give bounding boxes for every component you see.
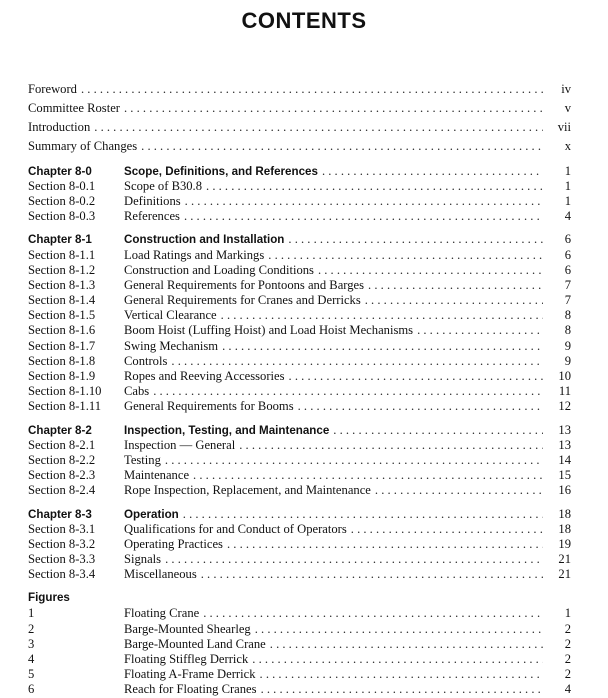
dot-leader (185, 194, 543, 209)
entry-page: x (564, 138, 571, 153)
entry-page: 8 (564, 308, 571, 323)
toc-figure[interactable] (28, 682, 571, 697)
section-title: Construction and Loading Conditions (124, 262, 314, 277)
dot-leader (289, 369, 543, 384)
section-title: Operating Practices (124, 536, 223, 551)
dot-leader (201, 567, 543, 582)
section-number: Section 8-3.3 (28, 552, 96, 567)
toc-section[interactable] (28, 453, 571, 468)
dot-leader (255, 622, 543, 637)
section-title: Vertical Clearance (124, 308, 217, 323)
toc-section[interactable] (28, 552, 571, 567)
figure-number: 5 (28, 667, 35, 682)
toc-figure[interactable] (28, 622, 571, 637)
dot-leader (203, 606, 543, 621)
entry-page: 6 (564, 262, 571, 277)
dot-leader (193, 468, 543, 483)
chapter-number: Chapter 8-0 (28, 164, 92, 178)
dot-leader (81, 80, 543, 99)
dot-leader (206, 179, 543, 194)
chapter-number: Chapter 8-3 (28, 507, 92, 521)
figure-number: 3 (28, 636, 35, 651)
entry-page: 4 (564, 209, 571, 224)
dot-leader (260, 667, 543, 682)
section-title: Ropes and Reeving Accessories (124, 369, 285, 383)
dot-leader (322, 164, 543, 179)
section-title: Rope Inspection, Replacement, and Maintenance (124, 483, 371, 498)
section-number: Section 8-1.8 (28, 353, 96, 368)
entry-page: 9 (564, 338, 571, 353)
entry-page: 15 (558, 468, 571, 483)
entry-page: 7 (564, 293, 571, 308)
entry-page: 19 (558, 536, 571, 551)
section-title: General Requirements for Cranes and Derricks (124, 293, 361, 308)
section-number: Section 8-3.4 (28, 567, 96, 582)
section-number: Section 8-1.7 (28, 338, 96, 353)
toc-section[interactable] (28, 384, 571, 399)
dot-leader (288, 232, 543, 247)
section-title: General Requirements for Booms (124, 399, 294, 414)
entry-page: 14 (558, 452, 571, 467)
section-number: Section 8-0.1 (28, 178, 96, 193)
section-title: Inspection — General (124, 437, 236, 452)
toc-section[interactable] (28, 209, 571, 224)
dot-leader (221, 308, 543, 323)
entry-page: 1 (564, 163, 571, 178)
entry-page: 18 (558, 521, 571, 536)
section-title: Load Ratings and Markings (124, 247, 265, 262)
dot-leader (318, 263, 543, 278)
entry-page: 16 (558, 483, 571, 498)
section-number: Section 8-1.6 (28, 323, 96, 338)
dot-leader (417, 323, 543, 338)
entry-page: 6 (564, 247, 571, 262)
figures-heading: Figures (28, 591, 70, 605)
chapter-number: Chapter 8-1 (28, 233, 92, 247)
toc-entry-summary-of-changes[interactable] (28, 137, 571, 156)
entry-page: 12 (558, 399, 571, 414)
toc-section[interactable] (28, 293, 571, 308)
section-title: Boom Hoist (Luffing Hoist) and Load Hoist Mechanisms (124, 323, 414, 338)
toc-chapter-8-1[interactable] (28, 232, 571, 247)
entry-page: 1 (564, 193, 571, 208)
toc-section[interactable] (28, 323, 571, 338)
section-title: Testing (124, 452, 161, 467)
section-number: Section 8-2.4 (28, 483, 96, 498)
section-title: Miscellaneous (124, 567, 197, 582)
section-title: Swing Mechanism (124, 338, 219, 353)
entry-page: 1 (564, 178, 571, 193)
dot-leader (165, 453, 543, 468)
dot-leader (375, 483, 543, 498)
figure-title: Barge-Mounted Land Crane (124, 636, 266, 651)
toc-section[interactable] (28, 522, 571, 537)
entry-page: 6 (564, 232, 571, 247)
toc-chapter-8-3[interactable] (28, 507, 571, 522)
toc-section[interactable] (28, 468, 571, 483)
entry-page: 10 (558, 369, 571, 383)
toc-entry-introduction[interactable] (28, 118, 571, 137)
section-number: Section 8-1.11 (28, 399, 101, 414)
section-number: Section 8-1.10 (28, 384, 102, 399)
entry-page: 21 (558, 567, 571, 582)
figure-number: 6 (28, 682, 35, 697)
dot-leader (270, 637, 543, 652)
figure-number: 1 (28, 606, 35, 621)
section-title: Definitions (124, 193, 181, 208)
toc-section[interactable] (28, 248, 571, 263)
toc-section[interactable] (28, 179, 571, 194)
section-number: Section 8-1.9 (28, 369, 96, 383)
section-number: Section 8-2.1 (28, 437, 96, 452)
figure-number: 2 (28, 621, 35, 636)
section-number: Section 8-3.1 (28, 521, 96, 536)
toc-section[interactable] (28, 339, 571, 354)
toc-section[interactable] (28, 399, 571, 414)
toc-section[interactable] (28, 483, 571, 498)
chapter-title: Construction and Installation (124, 233, 285, 247)
toc-section[interactable] (28, 263, 571, 278)
chapter-title: Inspection, Testing, and Maintenance (124, 423, 330, 437)
section-number: Section 8-3.2 (28, 536, 96, 551)
entry-page: iv (561, 82, 571, 96)
figure-title: Barge-Mounted Shearleg (124, 621, 251, 636)
dot-leader (153, 384, 543, 399)
toc-chapter-8-2[interactable] (28, 423, 571, 438)
section-title: Maintenance (124, 468, 190, 483)
chapter-number: Chapter 8-2 (28, 423, 92, 437)
entry-page: 18 (558, 506, 571, 521)
page-title: CONTENTS (241, 8, 367, 33)
entry-title: Foreword (28, 82, 77, 96)
dot-leader (184, 209, 543, 224)
dot-leader (368, 278, 543, 293)
dot-leader (365, 293, 543, 308)
entry-page: 2 (564, 636, 571, 651)
toc-section[interactable] (28, 194, 571, 209)
dot-leader (298, 399, 543, 414)
entry-page: 13 (558, 437, 571, 452)
entry-page: 21 (558, 552, 571, 567)
chapter-title: Operation (124, 507, 179, 521)
figure-title: Floating Crane (124, 606, 200, 621)
entry-title: Committee Roster (28, 100, 120, 115)
dot-leader (351, 522, 543, 537)
section-number: Section 8-0.3 (28, 209, 96, 224)
toc-entry-committee-roster[interactable] (28, 99, 571, 118)
dot-leader (222, 339, 543, 354)
section-title: References (124, 209, 180, 224)
dot-leader (333, 423, 543, 438)
toc-section[interactable] (28, 354, 571, 369)
entry-page: 13 (558, 422, 571, 437)
toc-figure[interactable] (28, 637, 571, 652)
section-title: General Requirements for Pontoons and Barges (124, 277, 365, 292)
dot-leader (165, 552, 543, 567)
dot-leader (252, 652, 543, 667)
entry-page: 2 (564, 667, 571, 682)
section-title: Cabs (124, 384, 150, 399)
section-number: Section 8-1.4 (28, 293, 96, 308)
section-number: Section 8-1.3 (28, 277, 96, 292)
toc-section[interactable] (28, 278, 571, 293)
chapter-title: Scope, Definitions, and References (124, 164, 318, 178)
section-title: Signals (124, 552, 162, 567)
toc-figure[interactable] (28, 667, 571, 682)
figure-title: Floating A-Frame Derrick (124, 667, 256, 682)
entry-page: v (564, 100, 571, 115)
section-number: Section 8-0.2 (28, 193, 96, 208)
entry-page: 9 (564, 353, 571, 368)
dot-leader (261, 682, 543, 697)
section-title: Scope of B30.8 (124, 178, 203, 193)
toc-figure[interactable] (28, 652, 571, 667)
section-number: Section 8-1.2 (28, 262, 96, 277)
entry-page: 1 (564, 606, 571, 621)
section-number: Section 8-1.5 (28, 308, 96, 323)
dot-leader (141, 137, 543, 156)
section-title: Qualifications for and Conduct of Operators (124, 521, 347, 536)
table-of-contents (28, 80, 571, 698)
toc-entry-foreword[interactable] (28, 80, 571, 99)
toc-section[interactable] (28, 369, 571, 384)
entry-page: 8 (564, 323, 571, 338)
toc-section[interactable] (28, 567, 571, 582)
section-number: Section 8-2.3 (28, 468, 96, 483)
section-title: Controls (124, 353, 168, 368)
entry-page: 7 (564, 277, 571, 292)
dot-leader (94, 118, 543, 137)
figure-number: 4 (28, 652, 35, 666)
entry-page: vii (557, 119, 571, 134)
entry-title: Summary of Changes (28, 138, 138, 153)
entry-page: 11 (558, 384, 571, 399)
entry-title: Introduction (28, 119, 91, 134)
section-number: Section 8-1.1 (28, 247, 96, 262)
dot-leader (268, 248, 543, 263)
figure-title: Floating Stiffleg Derrick (124, 652, 249, 666)
toc-chapter-8-0[interactable] (28, 164, 571, 179)
entry-page: 2 (564, 621, 571, 636)
figure-title: Reach for Floating Cranes (124, 682, 257, 697)
dot-leader (183, 507, 543, 522)
entry-page: 4 (564, 682, 571, 697)
dot-leader (171, 354, 543, 369)
toc-section[interactable] (28, 537, 571, 552)
dot-leader (227, 537, 543, 552)
toc-section[interactable] (28, 308, 571, 323)
dot-leader (124, 99, 543, 118)
toc-figure[interactable] (28, 606, 571, 621)
section-number: Section 8-2.2 (28, 452, 96, 467)
entry-page: 2 (564, 652, 571, 666)
dot-leader (239, 438, 543, 453)
toc-section[interactable] (28, 438, 571, 453)
